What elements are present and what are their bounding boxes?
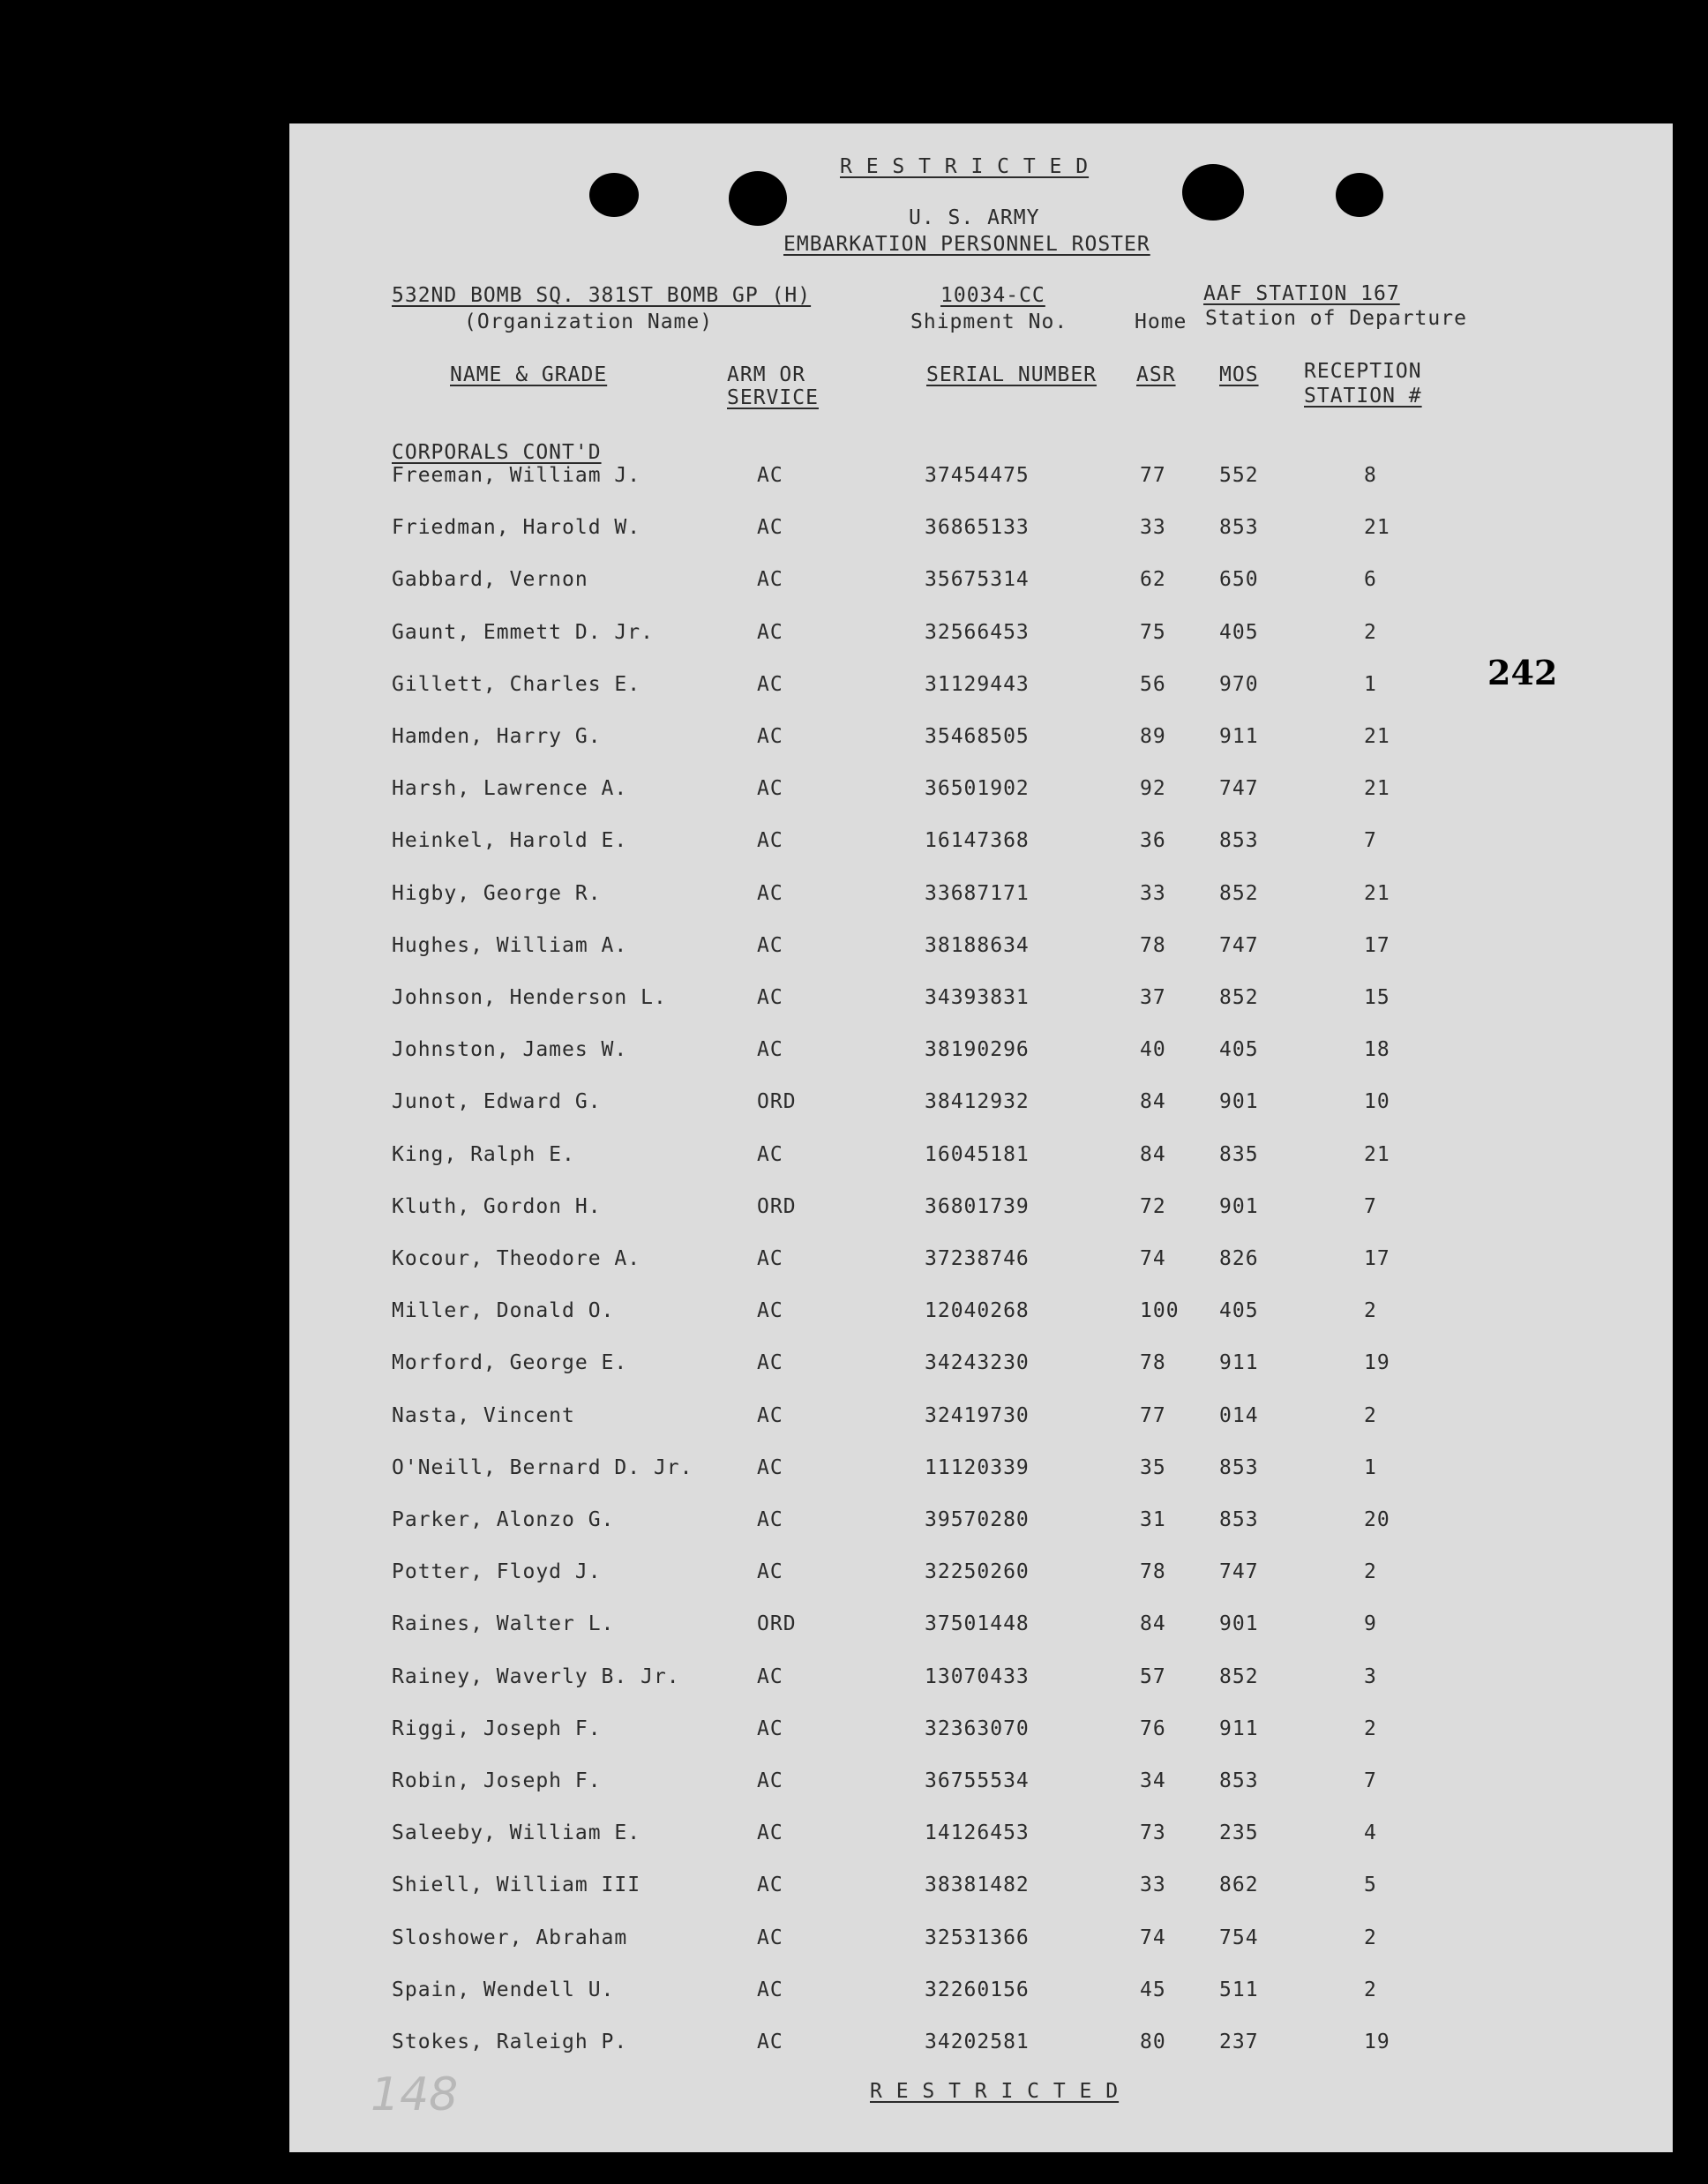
table-row	[0, 1769, 1708, 1805]
cell-name: Heinkel, Harold E.	[392, 829, 628, 853]
station-caption: Station of Departure	[1205, 307, 1467, 330]
cell-arm: AC	[757, 516, 783, 540]
cell-name: Johnston, James W.	[392, 1038, 628, 1062]
cell-asr: 62	[1140, 568, 1166, 592]
col-serial: SERIAL NUMBER	[926, 363, 1097, 386]
table-row	[0, 1717, 1708, 1753]
cell-mos: 911	[1219, 1351, 1259, 1375]
table-row	[0, 1038, 1708, 1073]
organization-name: 532ND BOMB SQ. 381ST BOMB GP (H)	[392, 284, 812, 307]
cell-arm: AC	[757, 1455, 783, 1479]
cell-serial: 35675314	[925, 568, 1030, 592]
cell-arm: AC	[757, 568, 783, 592]
table-row	[0, 1351, 1708, 1387]
cell-arm: AC	[757, 1403, 783, 1427]
cell-asr: 33	[1140, 881, 1166, 905]
cell-asr: 37	[1140, 986, 1166, 1009]
cell-serial: 32363070	[925, 1717, 1030, 1740]
cell-serial: 34202581	[925, 2031, 1030, 2053]
cell-rec: 17	[1364, 1247, 1390, 1270]
cell-name: Parker, Alonzo G.	[392, 1508, 615, 1531]
cell-mos: 852	[1219, 1664, 1259, 1688]
cell-name: Kocour, Theodore A.	[392, 1247, 641, 1270]
cell-rec: 21	[1364, 777, 1390, 801]
table-row	[0, 1143, 1708, 1178]
station-caption-home: Home	[1135, 310, 1187, 333]
cell-serial: 39570280	[925, 1508, 1030, 1531]
cell-mos: 853	[1219, 516, 1259, 540]
cell-arm: AC	[757, 1717, 783, 1740]
cell-rec: 6	[1364, 568, 1377, 592]
cell-rec: 2	[1364, 1299, 1377, 1323]
col-mos: MOS	[1219, 363, 1259, 386]
cell-serial: 35468505	[925, 725, 1030, 748]
cell-mos: 552	[1219, 464, 1259, 487]
cell-name: Kluth, Gordon H.	[392, 1194, 602, 1218]
col-name-grade: NAME & GRADE	[450, 363, 608, 386]
organization-caption: (Organization Name)	[464, 310, 714, 333]
table-row	[0, 882, 1708, 917]
page-stamp: 242	[1487, 653, 1558, 692]
cell-asr: 74	[1140, 1926, 1166, 1949]
cell-name: Morford, George E.	[392, 1351, 628, 1375]
cell-serial: 38381482	[925, 1874, 1030, 1897]
cell-name: Saleeby, William E.	[392, 1821, 641, 1845]
cell-name: Higby, George R.	[392, 881, 602, 905]
cell-rec: 2	[1364, 620, 1377, 644]
cell-name: Nasta, Vincent	[392, 1403, 575, 1427]
cell-name: Junot, Edward G.	[392, 1090, 602, 1114]
cell-asr: 34	[1140, 1769, 1166, 1792]
cell-rec: 21	[1364, 1142, 1390, 1166]
cell-mos: 862	[1219, 1874, 1259, 1897]
table-row	[0, 1299, 1708, 1335]
cell-asr: 56	[1140, 672, 1166, 696]
cell-asr: 72	[1140, 1194, 1166, 1218]
shipment-number: 10034-CC	[940, 284, 1045, 307]
army-label: U. S. ARMY	[909, 206, 1040, 229]
table-row	[0, 1560, 1708, 1596]
table-row	[0, 934, 1708, 969]
cell-rec: 9	[1364, 1612, 1377, 1636]
punch-hole	[589, 173, 639, 217]
cell-name: Potter, Floyd J.	[392, 1560, 602, 1584]
cell-mos: 835	[1219, 1142, 1259, 1166]
table-row	[0, 725, 1708, 760]
cell-rec: 2	[1364, 1926, 1377, 1949]
restricted-top: R E S T R I C T E D	[840, 155, 1090, 178]
cell-arm: AC	[757, 1299, 783, 1323]
table-row	[0, 829, 1708, 864]
cell-asr: 84	[1140, 1612, 1166, 1636]
cell-asr: 75	[1140, 620, 1166, 644]
cell-arm: AC	[757, 1978, 783, 2001]
cell-asr: 33	[1140, 516, 1166, 540]
cell-asr: 74	[1140, 1247, 1166, 1270]
col-arm-1: ARM OR	[727, 363, 806, 386]
cell-mos: 901	[1219, 1612, 1259, 1636]
cell-mos: 511	[1219, 1978, 1259, 2001]
cell-serial: 14126453	[925, 1821, 1030, 1845]
cell-rec: 15	[1364, 986, 1390, 1009]
cell-name: Gabbard, Vernon	[392, 568, 588, 592]
cell-rec: 18	[1364, 1038, 1390, 1062]
cell-mos: 911	[1219, 725, 1259, 748]
cell-serial: 12040268	[925, 1299, 1030, 1323]
cell-serial: 37454475	[925, 464, 1030, 487]
cell-asr: 78	[1140, 933, 1166, 957]
cell-name: Rainey, Waverly B. Jr.	[392, 1664, 680, 1688]
cell-mos: 853	[1219, 1508, 1259, 1531]
cell-arm: AC	[757, 1351, 783, 1375]
cell-arm: AC	[757, 725, 783, 748]
table-row	[0, 777, 1708, 812]
cell-mos: 747	[1219, 777, 1259, 801]
cell-name: Riggi, Joseph F.	[392, 1717, 602, 1740]
cell-name: Gaunt, Emmett D. Jr.	[392, 620, 654, 644]
cell-serial: 32566453	[925, 620, 1030, 644]
restricted-bottom: R E S T R I C T E D	[870, 2080, 1120, 2103]
cell-arm: AC	[757, 1560, 783, 1584]
table-row	[0, 2031, 1708, 2066]
cell-mos: 826	[1219, 1247, 1259, 1270]
cell-mos: 901	[1219, 1090, 1259, 1114]
cell-mos: 901	[1219, 1194, 1259, 1218]
cell-asr: 89	[1140, 725, 1166, 748]
punch-hole	[729, 171, 787, 226]
cell-mos: 405	[1219, 1038, 1259, 1062]
cell-rec: 2	[1364, 1403, 1377, 1427]
table-row	[0, 1508, 1708, 1544]
cell-serial: 32260156	[925, 1978, 1030, 2001]
cell-arm: AC	[757, 1508, 783, 1531]
table-row	[0, 621, 1708, 656]
col-reception-1: RECEPTION	[1304, 360, 1422, 383]
cell-arm: AC	[757, 986, 783, 1009]
cell-mos: 852	[1219, 881, 1259, 905]
cell-name: Miller, Donald O.	[392, 1299, 615, 1323]
cell-arm: AC	[757, 1038, 783, 1062]
cell-asr: 92	[1140, 777, 1166, 801]
cell-arm: AC	[757, 2031, 783, 2053]
cell-serial: 16045181	[925, 1142, 1030, 1166]
col-reception-2: STATION #	[1304, 385, 1422, 408]
cell-rec: 17	[1364, 933, 1390, 957]
cell-asr: 40	[1140, 1038, 1166, 1062]
table-row	[0, 1821, 1708, 1857]
cell-arm: ORD	[757, 1194, 797, 1218]
cell-arm: AC	[757, 1821, 783, 1845]
cell-asr: 78	[1140, 1560, 1166, 1584]
cell-mos: 754	[1219, 1926, 1259, 1949]
table-row	[0, 1926, 1708, 1962]
table-row	[0, 673, 1708, 708]
cell-mos: 853	[1219, 829, 1259, 853]
cell-rec: 7	[1364, 829, 1377, 853]
cell-name: Raines, Walter L.	[392, 1612, 615, 1636]
table-row	[0, 1247, 1708, 1283]
cell-name: Freeman, William J.	[392, 464, 641, 487]
cell-asr: 35	[1140, 1455, 1166, 1479]
cell-name: Shiell, William III	[392, 1874, 641, 1897]
cell-mos: 405	[1219, 1299, 1259, 1323]
cell-rec: 21	[1364, 516, 1390, 540]
cell-name: Friedman, Harold W.	[392, 516, 641, 540]
cell-arm: AC	[757, 881, 783, 905]
cell-arm: AC	[757, 1769, 783, 1792]
cell-rec: 19	[1364, 2031, 1390, 2053]
cell-mos: 747	[1219, 1560, 1259, 1584]
cell-mos: 911	[1219, 1717, 1259, 1740]
cell-asr: 73	[1140, 1821, 1166, 1845]
cell-mos: 650	[1219, 568, 1259, 592]
cell-name: Sloshower, Abraham	[392, 1926, 628, 1949]
cell-mos: 235	[1219, 1821, 1259, 1845]
cell-name: Hughes, William A.	[392, 933, 628, 957]
cell-serial: 34243230	[925, 1351, 1030, 1375]
table-row	[0, 1874, 1708, 1909]
cell-serial: 33687171	[925, 881, 1030, 905]
cell-mos: 237	[1219, 2031, 1259, 2053]
cell-rec: 3	[1364, 1664, 1377, 1688]
roster-title: EMBARKATION PERSONNEL ROSTER	[783, 233, 1150, 256]
cell-serial: 32419730	[925, 1403, 1030, 1427]
cell-asr: 36	[1140, 829, 1166, 853]
cell-serial: 34393831	[925, 986, 1030, 1009]
cell-arm: AC	[757, 464, 783, 487]
cell-arm: AC	[757, 933, 783, 957]
cell-rec: 2	[1364, 1978, 1377, 2001]
cell-rec: 5	[1364, 1874, 1377, 1897]
cell-rec: 7	[1364, 1769, 1377, 1792]
table-row	[0, 1404, 1708, 1440]
cell-asr: 77	[1140, 464, 1166, 487]
cell-arm: AC	[757, 620, 783, 644]
cell-arm: AC	[757, 1874, 783, 1897]
cell-serial: 37238746	[925, 1247, 1030, 1270]
table-row	[0, 986, 1708, 1021]
cell-mos: 747	[1219, 933, 1259, 957]
cell-asr: 45	[1140, 1978, 1166, 2001]
cell-name: Robin, Joseph F.	[392, 1769, 602, 1792]
cell-arm: AC	[757, 777, 783, 801]
cell-rec: 2	[1364, 1560, 1377, 1584]
cell-rec: 1	[1364, 672, 1377, 696]
cell-name: Johnson, Henderson L.	[392, 986, 667, 1009]
cell-serial: 32250260	[925, 1560, 1030, 1584]
cell-arm: ORD	[757, 1090, 797, 1114]
cell-asr: 84	[1140, 1090, 1166, 1114]
cell-serial: 11120339	[925, 1455, 1030, 1479]
cell-rec: 10	[1364, 1090, 1390, 1114]
cell-asr: 76	[1140, 1717, 1166, 1740]
cell-arm: AC	[757, 1247, 783, 1270]
cell-asr: 84	[1140, 1142, 1166, 1166]
cell-asr: 57	[1140, 1664, 1166, 1688]
cell-serial: 16147368	[925, 829, 1030, 853]
punch-hole	[1182, 164, 1244, 221]
cell-rec: 19	[1364, 1351, 1390, 1375]
cell-serial: 36755534	[925, 1769, 1030, 1792]
cell-name: Harsh, Lawrence A.	[392, 777, 628, 801]
cell-mos: 405	[1219, 620, 1259, 644]
table-row	[0, 1665, 1708, 1701]
cell-asr: 33	[1140, 1874, 1166, 1897]
cell-arm: AC	[757, 1142, 783, 1166]
cell-rec: 2	[1364, 1717, 1377, 1740]
cell-arm: AC	[757, 1926, 783, 1949]
cell-asr: 100	[1140, 1299, 1180, 1323]
table-row	[0, 1195, 1708, 1230]
cell-asr: 77	[1140, 1403, 1166, 1427]
col-arm-2: SERVICE	[727, 386, 819, 409]
cell-rec: 21	[1364, 725, 1390, 748]
cell-name: Gillett, Charles E.	[392, 672, 641, 696]
table-row	[0, 1456, 1708, 1492]
cell-asr: 78	[1140, 1351, 1166, 1375]
cell-rec: 1	[1364, 1455, 1377, 1479]
cell-rec: 20	[1364, 1508, 1390, 1531]
table-row	[0, 1612, 1708, 1648]
cell-arm: ORD	[757, 1612, 797, 1636]
table-row	[0, 464, 1708, 499]
cell-serial: 36801739	[925, 1194, 1030, 1218]
cell-rec: 8	[1364, 464, 1377, 487]
cell-serial: 36501902	[925, 777, 1030, 801]
section-label: CORPORALS CONT'D	[392, 441, 602, 464]
cell-arm: AC	[757, 829, 783, 853]
table-row	[0, 1978, 1708, 2014]
col-asr: ASR	[1136, 363, 1176, 386]
cell-mos: 853	[1219, 1455, 1259, 1479]
cell-name: O'Neill, Bernard D. Jr.	[392, 1455, 693, 1479]
cell-arm: AC	[757, 1664, 783, 1688]
cell-rec: 21	[1364, 881, 1390, 905]
cell-serial: 38190296	[925, 1038, 1030, 1062]
table-row	[0, 1090, 1708, 1126]
table-row	[0, 516, 1708, 551]
cell-mos: 852	[1219, 986, 1259, 1009]
cell-serial: 36865133	[925, 516, 1030, 540]
table-row	[0, 568, 1708, 603]
cell-name: Stokes, Raleigh P.	[392, 2031, 628, 2053]
cell-serial: 38412932	[925, 1090, 1030, 1114]
shipment-caption: Shipment No.	[910, 310, 1068, 333]
pencil-note: 148	[371, 2068, 459, 2121]
cell-arm: AC	[757, 672, 783, 696]
cell-mos: 014	[1219, 1403, 1259, 1427]
cell-serial: 32531366	[925, 1926, 1030, 1949]
cell-serial: 38188634	[925, 933, 1030, 957]
cell-mos: 970	[1219, 672, 1259, 696]
station-number: AAF STATION 167	[1203, 282, 1400, 305]
cell-serial: 13070433	[925, 1664, 1030, 1688]
cell-rec: 7	[1364, 1194, 1377, 1218]
cell-asr: 31	[1140, 1508, 1166, 1531]
cell-serial: 31129443	[925, 672, 1030, 696]
cell-asr: 80	[1140, 2031, 1166, 2053]
cell-name: Hamden, Harry G.	[392, 725, 602, 748]
cell-name: Spain, Wendell U.	[392, 1978, 615, 2001]
cell-name: King, Ralph E.	[392, 1142, 575, 1166]
cell-mos: 853	[1219, 1769, 1259, 1792]
punch-hole	[1336, 173, 1383, 217]
cell-rec: 4	[1364, 1821, 1377, 1845]
cell-serial: 37501448	[925, 1612, 1030, 1636]
